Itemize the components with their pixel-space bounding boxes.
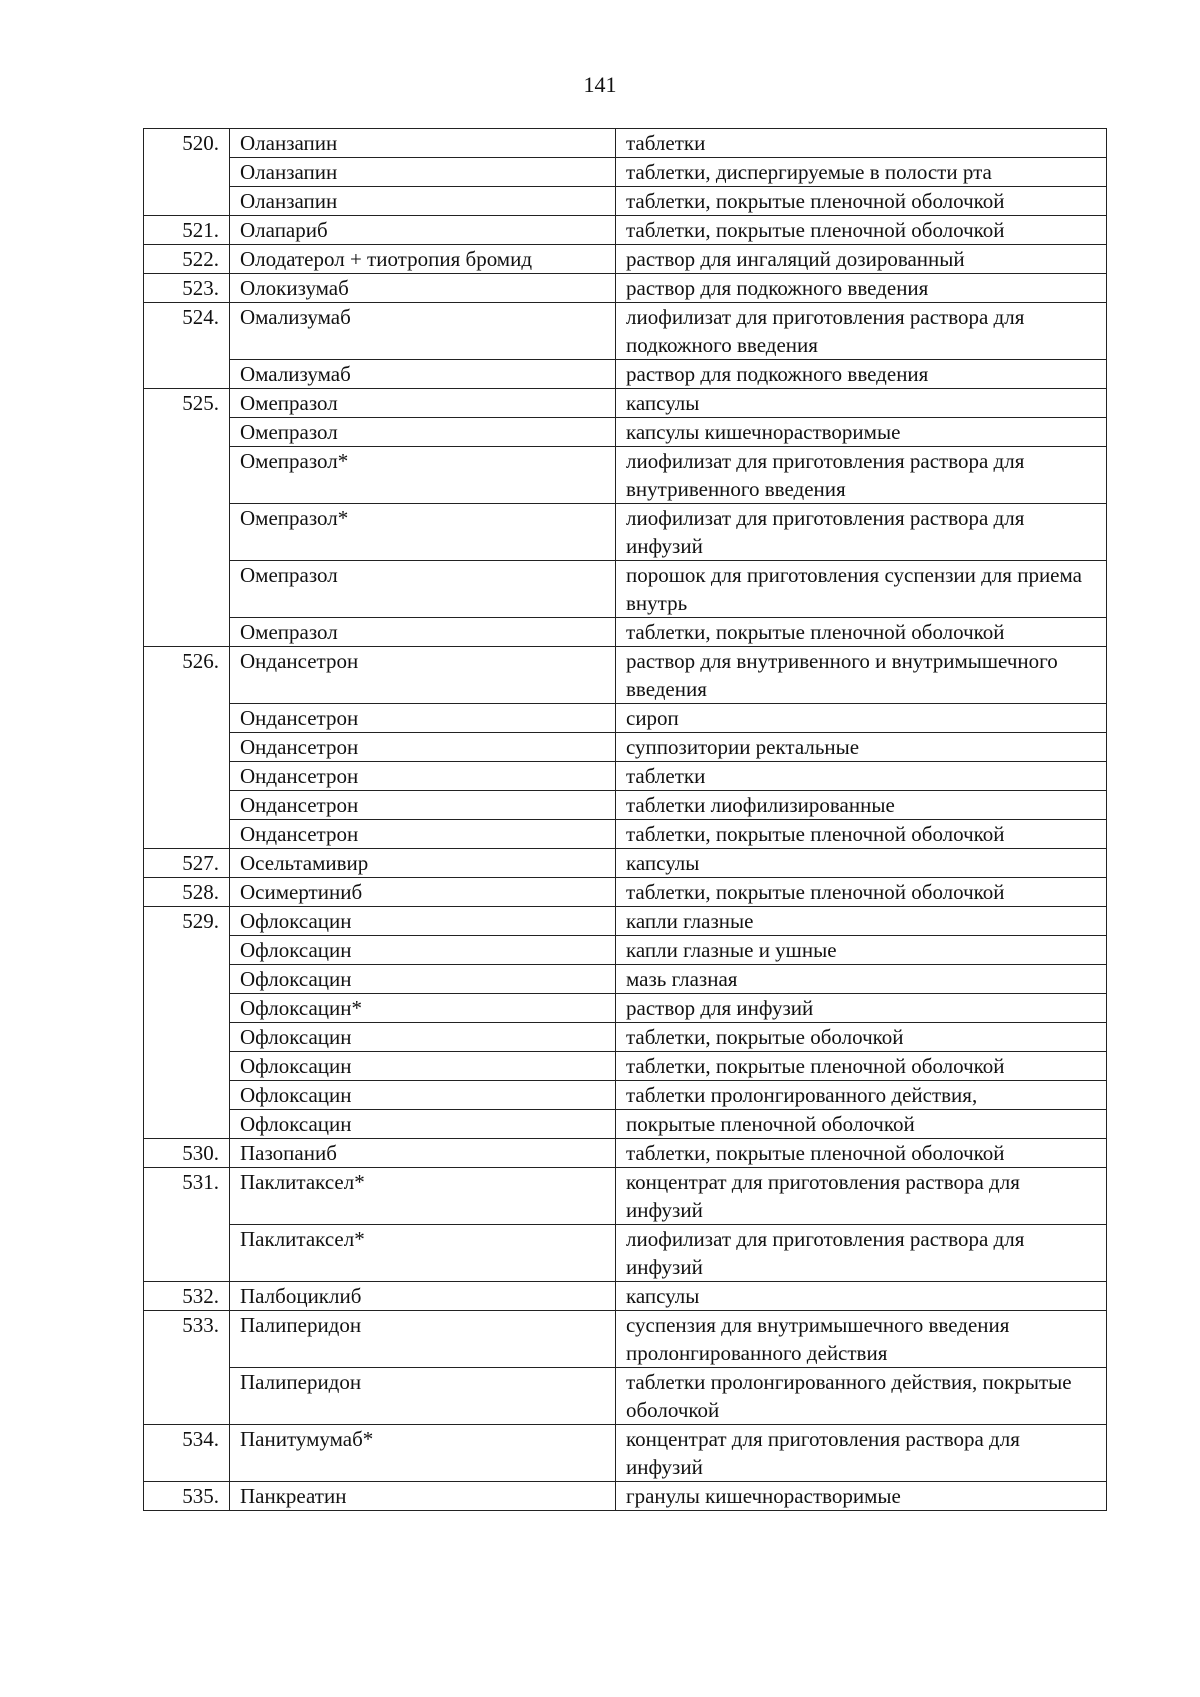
- drug-name: Ондансетрон: [230, 647, 616, 704]
- dosage-form: капли глазные и ушные: [616, 936, 1107, 965]
- table-row: [144, 360, 1107, 389]
- item-number: 520.: [182, 131, 219, 155]
- table-row: [144, 129, 1107, 158]
- dosage-form: таблетки, покрытые пленочной оболочкой: [616, 618, 1107, 647]
- dosage-form: таблетки, покрытые оболочкой: [616, 1023, 1107, 1052]
- table-row: [144, 791, 1107, 820]
- drug-name: Ондансетрон: [230, 704, 616, 733]
- dosage-form: концентрат для приготовления раствора для инфузий: [616, 1425, 1107, 1482]
- dosage-form: таблетки, диспергируемые в полости рта: [616, 158, 1107, 187]
- dosage-form: таблетки, покрытые пленочной оболочкой: [616, 1139, 1107, 1168]
- table-row: [144, 965, 1107, 994]
- item-number: 532.: [182, 1284, 219, 1308]
- table-row: [144, 647, 1107, 704]
- dosage-form: капсулы кишечнорастворимые: [616, 418, 1107, 447]
- drug-name: Осимертиниб: [230, 878, 616, 907]
- drug-name: Палбоциклиб: [230, 1282, 616, 1311]
- dosage-form: концентрат для приготовления раствора для инфузий: [616, 1168, 1107, 1225]
- item-number: 522.: [182, 247, 219, 271]
- drug-name: Панкреатин: [230, 1482, 616, 1511]
- dosage-form: лиофилизат для приготовления раствора для внутривенного введения: [616, 447, 1107, 504]
- drug-name: Олодатерол + тиотропия бромид: [230, 245, 616, 274]
- item-number: 524.: [182, 305, 219, 329]
- item-number: 529.: [182, 909, 219, 933]
- table-row: [144, 1225, 1107, 1282]
- drug-name: Паклитаксел*: [230, 1225, 616, 1282]
- table-row: [144, 274, 1107, 303]
- item-number-cell: [144, 907, 230, 1139]
- drug-name: Омепразол: [230, 418, 616, 447]
- drug-name: Офлоксацин: [230, 907, 616, 936]
- table-row: [144, 389, 1107, 418]
- drug-name: Омепразол*: [230, 504, 616, 561]
- drug-name: Офлоксацин: [230, 1081, 616, 1110]
- table-row: [144, 187, 1107, 216]
- item-number-cell: [144, 1168, 230, 1282]
- drug-name: Офлоксацин: [230, 1023, 616, 1052]
- drug-name: Ондансетрон: [230, 820, 616, 849]
- dosage-form: сироп: [616, 704, 1107, 733]
- table-row: [144, 1052, 1107, 1081]
- dosage-form: таблетки, покрытые пленочной оболочкой: [616, 216, 1107, 245]
- page-number: 141: [583, 72, 617, 97]
- table-row: [144, 504, 1107, 561]
- drug-name: Оланзапин: [230, 129, 616, 158]
- table-row: [144, 820, 1107, 849]
- drug-name: Офлоксацин*: [230, 994, 616, 1023]
- table-row: [144, 1311, 1107, 1368]
- table-row: [144, 1425, 1107, 1482]
- item-number-cell: [144, 1425, 230, 1482]
- drug-name: Ондансетрон: [230, 733, 616, 762]
- table-row: [144, 418, 1107, 447]
- dosage-form: раствор для ингаляций дозированный: [616, 245, 1107, 274]
- table-row: [144, 1168, 1107, 1225]
- dosage-form: гранулы кишечнорастворимые: [616, 1482, 1107, 1511]
- drug-name: Омепразол: [230, 561, 616, 618]
- table-row: [144, 561, 1107, 618]
- drug-name: Осельтамивир: [230, 849, 616, 878]
- item-number-cell: [144, 274, 230, 303]
- dosage-form: таблетки пролонгированного действия, покрытые оболочкой: [616, 1368, 1107, 1425]
- table-row: [144, 1482, 1107, 1511]
- dosage-form: таблетки: [616, 762, 1107, 791]
- table-row: [144, 733, 1107, 762]
- dosage-form: раствор для подкожного введения: [616, 360, 1107, 389]
- dosage-form: суспензия для внутримышечного введения пролонгированного действия: [616, 1311, 1107, 1368]
- dosage-form: раствор для внутривенного и внутримышечного введения: [616, 647, 1107, 704]
- item-number-cell: [144, 1311, 230, 1425]
- table-row: [144, 245, 1107, 274]
- table-row: [144, 704, 1107, 733]
- drug-name: Ондансетрон: [230, 791, 616, 820]
- table-row: [144, 618, 1107, 647]
- drug-name: Панитумумаб*: [230, 1425, 616, 1482]
- item-number-cell: [144, 1282, 230, 1311]
- table-row: [144, 849, 1107, 878]
- dosage-form: таблетки: [616, 129, 1107, 158]
- drug-name: Офлоксацин: [230, 1110, 616, 1139]
- drug-name: Офлоксацин: [230, 936, 616, 965]
- table-row: [144, 936, 1107, 965]
- drug-name: Пазопаниб: [230, 1139, 616, 1168]
- drug-name: Олокизумаб: [230, 274, 616, 303]
- item-number-cell: [144, 245, 230, 274]
- drug-name: Омепразол: [230, 618, 616, 647]
- drug-name: Омализумаб: [230, 360, 616, 389]
- dosage-form: мазь глазная: [616, 965, 1107, 994]
- table-row: [144, 1368, 1107, 1425]
- item-number-cell: [144, 878, 230, 907]
- table-row: [144, 994, 1107, 1023]
- item-number: 530.: [182, 1141, 219, 1165]
- table-row: [144, 762, 1107, 791]
- drug-name: Офлоксацин: [230, 1052, 616, 1081]
- drug-list-body: [144, 129, 1107, 1511]
- table-row: [144, 1110, 1107, 1139]
- dosage-form: капсулы: [616, 849, 1107, 878]
- dosage-form: лиофилизат для приготовления раствора для инфузий: [616, 504, 1107, 561]
- dosage-form: покрытые пленочной оболочкой: [616, 1110, 1107, 1139]
- item-number-cell: [144, 1139, 230, 1168]
- dosage-form: таблетки, покрытые пленочной оболочкой: [616, 1052, 1107, 1081]
- drug-name: Паклитаксел*: [230, 1168, 616, 1225]
- item-number-cell: [144, 1482, 230, 1511]
- dosage-form: лиофилизат для приготовления раствора для подкожного введения: [616, 303, 1107, 360]
- item-number: 526.: [182, 649, 219, 673]
- drug-name: Ондансетрон: [230, 762, 616, 791]
- dosage-form: таблетки, покрытые пленочной оболочкой: [616, 187, 1107, 216]
- drug-name: Омализумаб: [230, 303, 616, 360]
- table-row: [144, 1282, 1107, 1311]
- table-row: [144, 447, 1107, 504]
- item-number-cell: [144, 849, 230, 878]
- dosage-form: таблетки, покрытые пленочной оболочкой: [616, 878, 1107, 907]
- item-number: 534.: [182, 1427, 219, 1451]
- item-number: 521.: [182, 218, 219, 242]
- item-number: 525.: [182, 391, 219, 415]
- drug-name: Палиперидон: [230, 1368, 616, 1425]
- dosage-form: капли глазные: [616, 907, 1107, 936]
- table-row: [144, 158, 1107, 187]
- table-row: [144, 878, 1107, 907]
- item-number-cell: [144, 303, 230, 389]
- dosage-form: таблетки лиофилизированные: [616, 791, 1107, 820]
- table-row: [144, 216, 1107, 245]
- item-number-cell: [144, 129, 230, 216]
- table-row: [144, 303, 1107, 360]
- table-row: [144, 1139, 1107, 1168]
- item-number-cell: [144, 389, 230, 647]
- dosage-form: таблетки, покрытые пленочной оболочкой: [616, 820, 1107, 849]
- item-number-cell: [144, 647, 230, 849]
- dosage-form: таблетки пролонгированного действия,: [616, 1081, 1107, 1110]
- table-row: [144, 907, 1107, 936]
- drug-name: Олапариб: [230, 216, 616, 245]
- drug-name: Офлоксацин: [230, 965, 616, 994]
- item-number: 533.: [182, 1313, 219, 1337]
- dosage-form: порошок для приготовления суспензии для приема внутрь: [616, 561, 1107, 618]
- drug-name: Омепразол: [230, 389, 616, 418]
- drug-list-table: [143, 128, 1107, 1511]
- drug-name: Палиперидон: [230, 1311, 616, 1368]
- item-number: 531.: [182, 1170, 219, 1194]
- dosage-form: капсулы: [616, 389, 1107, 418]
- table-row: [144, 1023, 1107, 1052]
- table-row: [144, 1081, 1107, 1110]
- item-number: 535.: [182, 1484, 219, 1508]
- drug-name: Омепразол*: [230, 447, 616, 504]
- item-number: 523.: [182, 276, 219, 300]
- item-number: 527.: [182, 851, 219, 875]
- dosage-form: капсулы: [616, 1282, 1107, 1311]
- item-number: 528.: [182, 880, 219, 904]
- item-number-cell: [144, 216, 230, 245]
- drug-name: Оланзапин: [230, 158, 616, 187]
- dosage-form: лиофилизат для приготовления раствора для инфузий: [616, 1225, 1107, 1282]
- dosage-form: суппозитории ректальные: [616, 733, 1107, 762]
- dosage-form: раствор для инфузий: [616, 994, 1107, 1023]
- dosage-form: раствор для подкожного введения: [616, 274, 1107, 303]
- drug-name: Оланзапин: [230, 187, 616, 216]
